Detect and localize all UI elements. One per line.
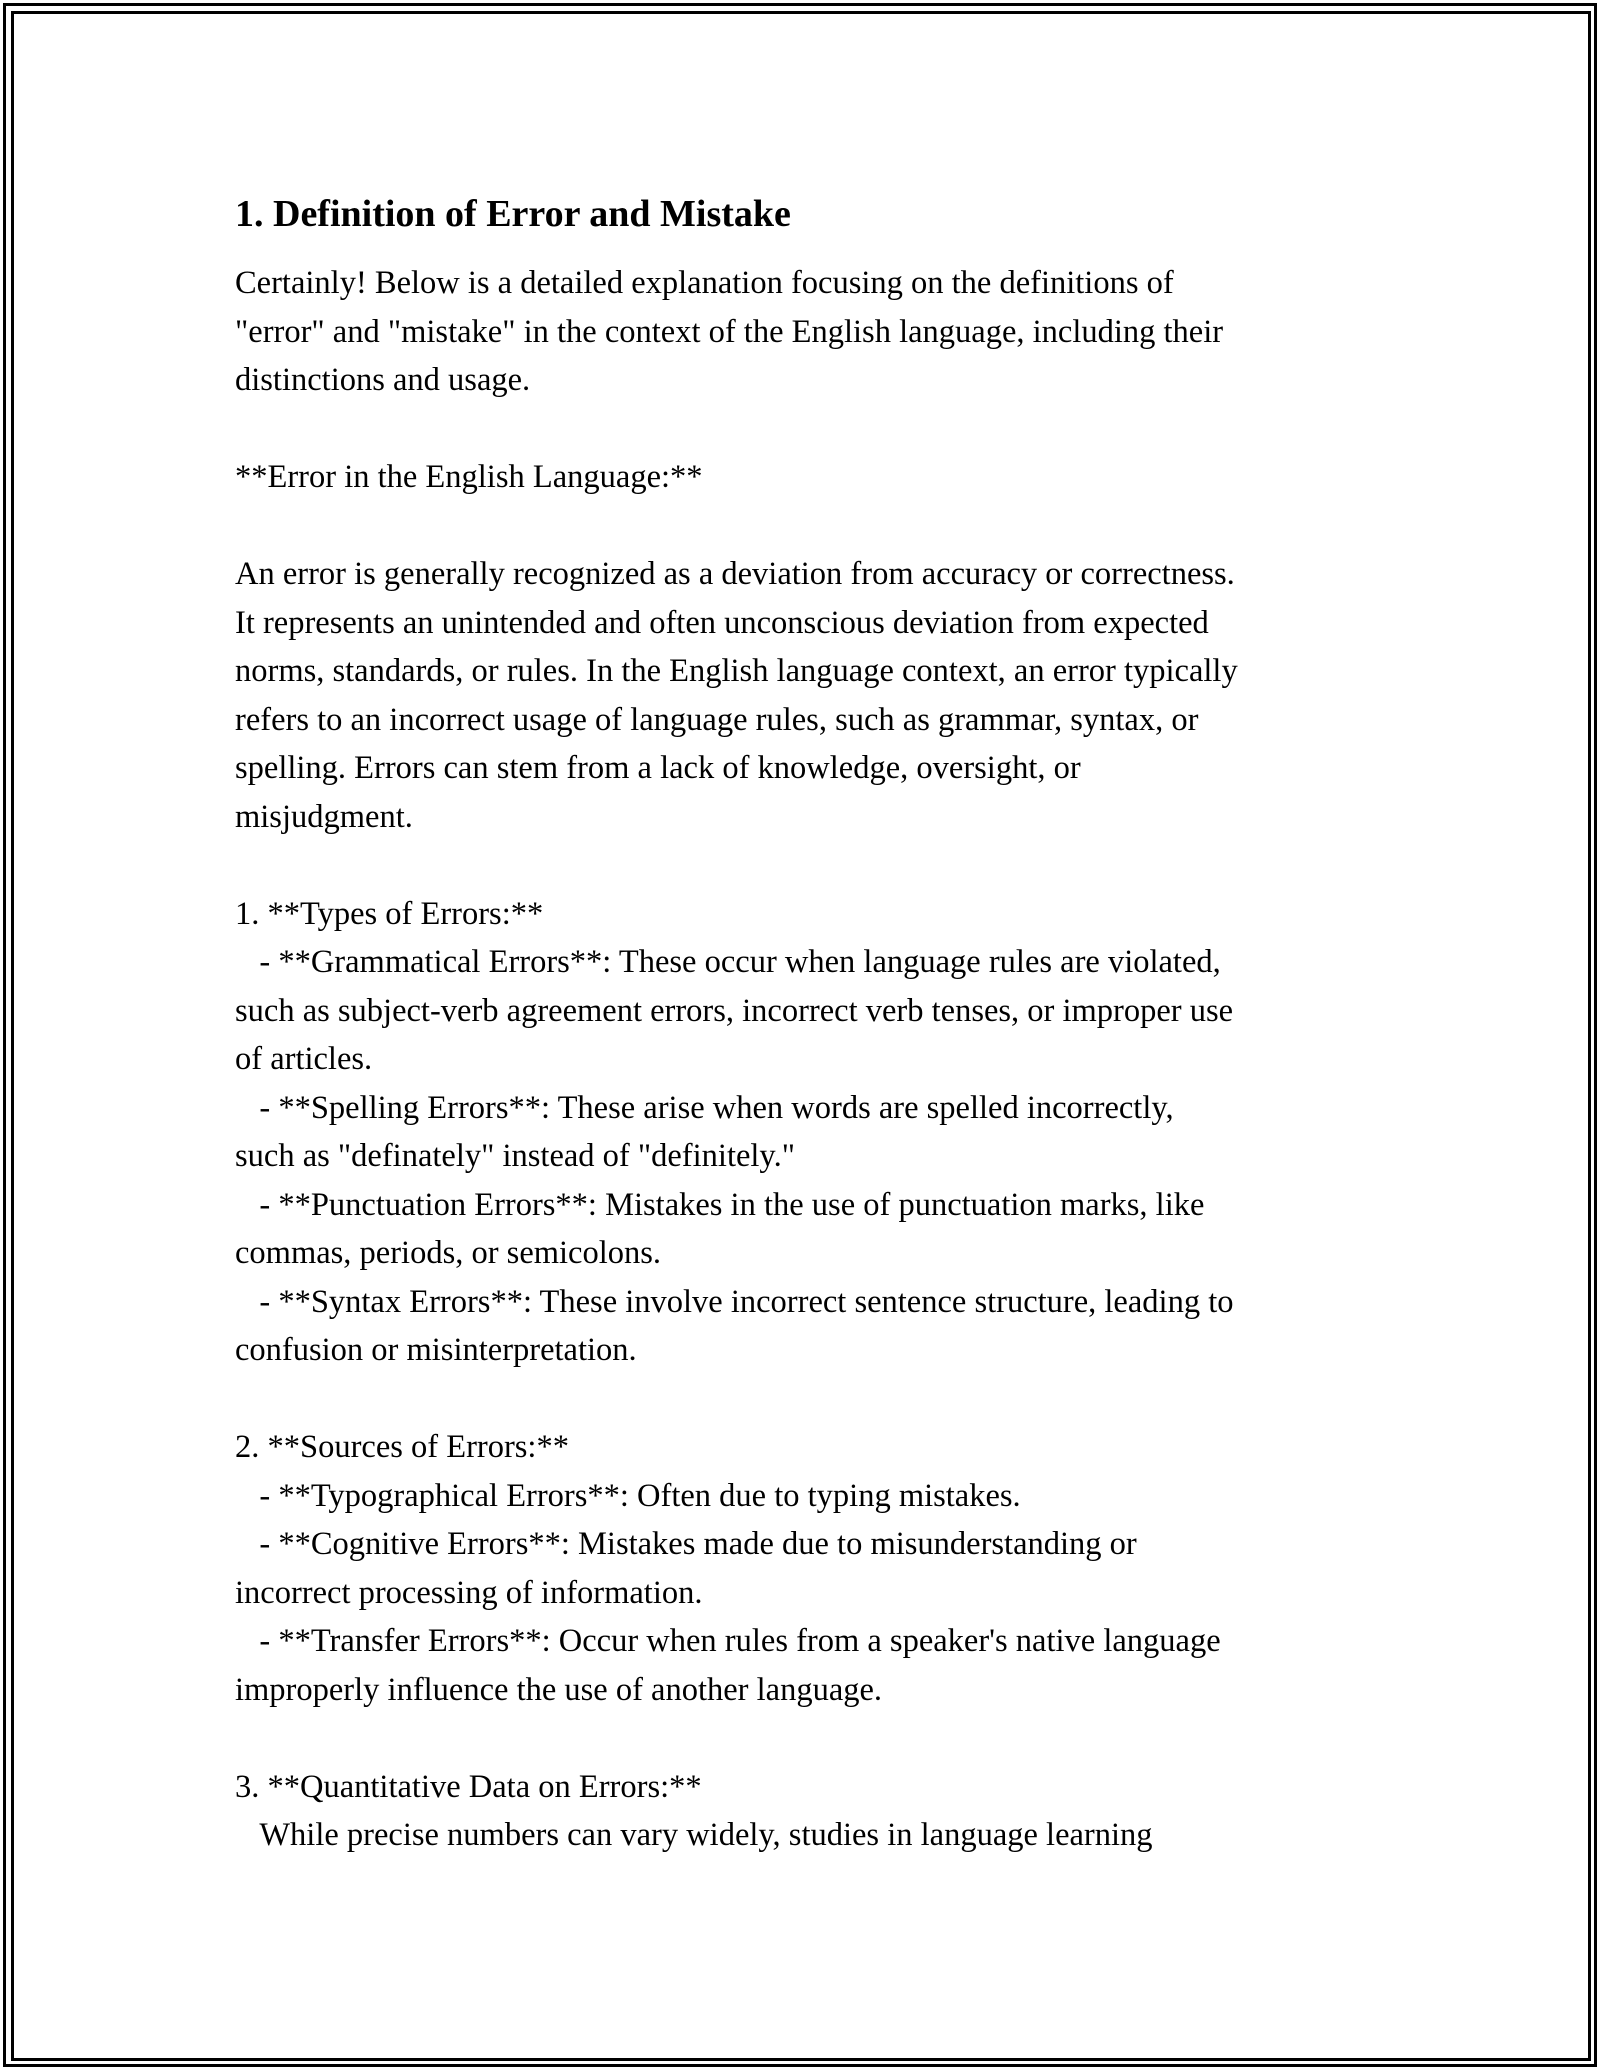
document-title: 1. Definition of Error and Mistake bbox=[235, 193, 791, 235]
document-page bbox=[235, 186, 1375, 1860]
document-body: Certainly! Below is a detailed explanation focusing on the definitions of "error" and "mistake" in the context of the English language, including their distinctions and usage. **Error in the English Language:** An error is generally recognized as a deviation from accuracy or correctness. It represents an unintended and often unconscious deviation from expected norms, standards, or rules. In the English language context, an error typically refers to an incorrect usage of language rules, such as grammar, syntax, or spelling. Errors can stem from a lack of knowledge, oversight, or misjudgment. 1. **Types of Errors:** - **Grammatical Errors**: These occur when language rules are violated, such as subject-verb agreement errors, incorrect verb tenses, or improper use of articles. - **Spelling Errors**: These arise when words are spelled incorrectly, such as "definately" instead of "definitely." - **Punctuation Errors**: Mistakes in the use of punctuation marks, like commas, periods, or semicolons. - **Syntax Errors**: These involve incorrect sentence structure, leading to confusion or misinterpretation. 2. **Sources of Errors:** - **Typographical Errors**: Often due to typing mistakes. - **Cognitive Errors**: Mistakes made due to misunderstanding or incorrect processing of information. - **Transfer Errors**: Occur when rules from a speaker's native language improperly influence the use of another language. 3. **Quantitative Data on Errors:** While precise numbers can vary widely, studies in language learning bbox=[235, 265, 1238, 1853]
